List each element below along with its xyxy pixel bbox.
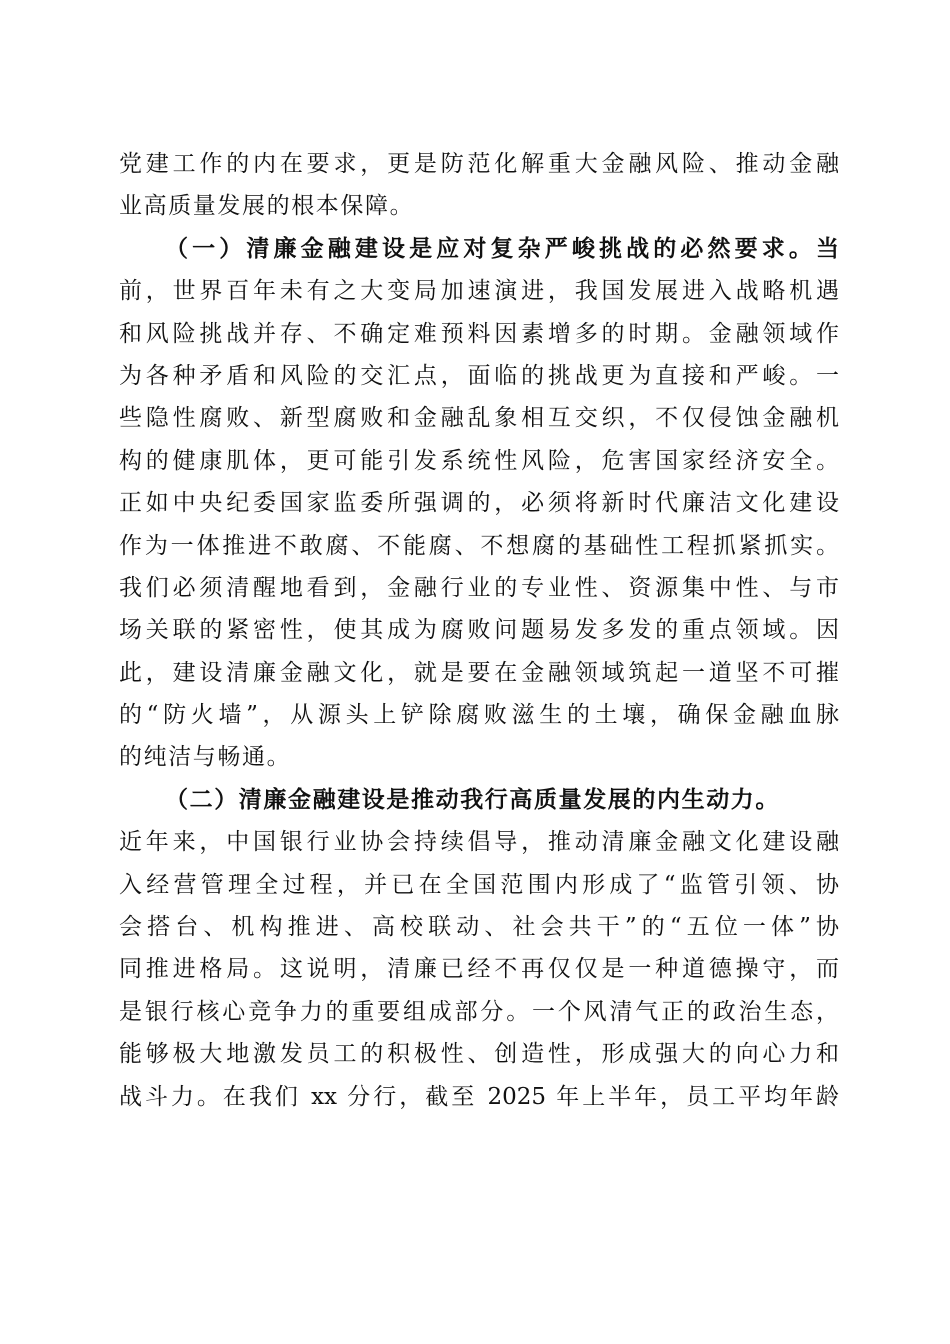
- text-line: 能够极大地激发员工的积极性、创造性，形成强大的向心力和: [119, 1041, 839, 1068]
- text-line: 场关联的紧密性，使其成为腐败问题易发多发的重点领域。因: [119, 617, 839, 644]
- section-heading-2: （二）清廉金融建设是推动我行高质量发展的内生动力。: [165, 785, 780, 813]
- text-line: 我们必须清醒地看到，金融行业的专业性、资源集中性、与市: [119, 574, 839, 601]
- text-line: 业高质量发展的根本保障。: [119, 193, 415, 220]
- text-line: 些隐性腐败、新型腐败和金融乱象相互交织，不仅侵蚀金融机: [119, 405, 839, 432]
- text-line: 正如中央纪委国家监委所强调的，必须将新时代廉洁文化建设: [119, 490, 839, 517]
- text-line: 战斗力。在我们 xx 分行，截至 2025 年上半年，员工平均年龄: [119, 1083, 839, 1110]
- text-line: 和风险挑战并存、不确定难预料因素增多的时期。金融领域作: [119, 320, 839, 347]
- text-line: 作为一体推进不敢腐、不能腐、不想腐的基础性工程抓紧抓实。: [119, 532, 839, 559]
- text-line: 入经营管理全过程，并已在全国范围内形成了“监管引领、协: [119, 871, 839, 898]
- text-line: 会搭台、机构推进、高校联动、社会共干”的“五位一体”协: [119, 914, 839, 941]
- section-heading-1: （一）清廉金融建设是应对复杂严峻挑战的必然要求。当: [165, 234, 839, 262]
- text-line: 此，建设清廉金融文化，就是要在金融领域筑起一道坚不可摧: [119, 659, 839, 686]
- text-line: 党建工作的内在要求，更是防范化解重大金融风险、推动金融: [119, 151, 839, 177]
- text-line: 同推进格局。这说明，清廉已经不再仅仅是一种道德操守，而: [119, 956, 839, 983]
- text-line: 构的健康肌体，更可能引发系统性风险，危害国家经济安全。: [119, 447, 839, 474]
- text-line: 前，世界百年未有之大变局加速演进，我国发展进入战略机遇: [119, 278, 839, 305]
- text-line: 的纯洁与畅通。: [119, 744, 292, 771]
- text-line: 近年来，中国银行业协会持续倡导，推动清廉金融文化建设融: [119, 829, 839, 856]
- text-line: 的“防火墙”，从源头上铲除腐败滋生的土壤，确保金融血脉: [119, 702, 839, 729]
- text-line: 为各种矛盾和风险的交汇点，面临的挑战更为直接和严峻。一: [119, 362, 839, 389]
- text-line: 是银行核心竞争力的重要组成部分。一个风清气正的政治生态，: [119, 998, 839, 1025]
- document-body: [119, 143, 839, 1118]
